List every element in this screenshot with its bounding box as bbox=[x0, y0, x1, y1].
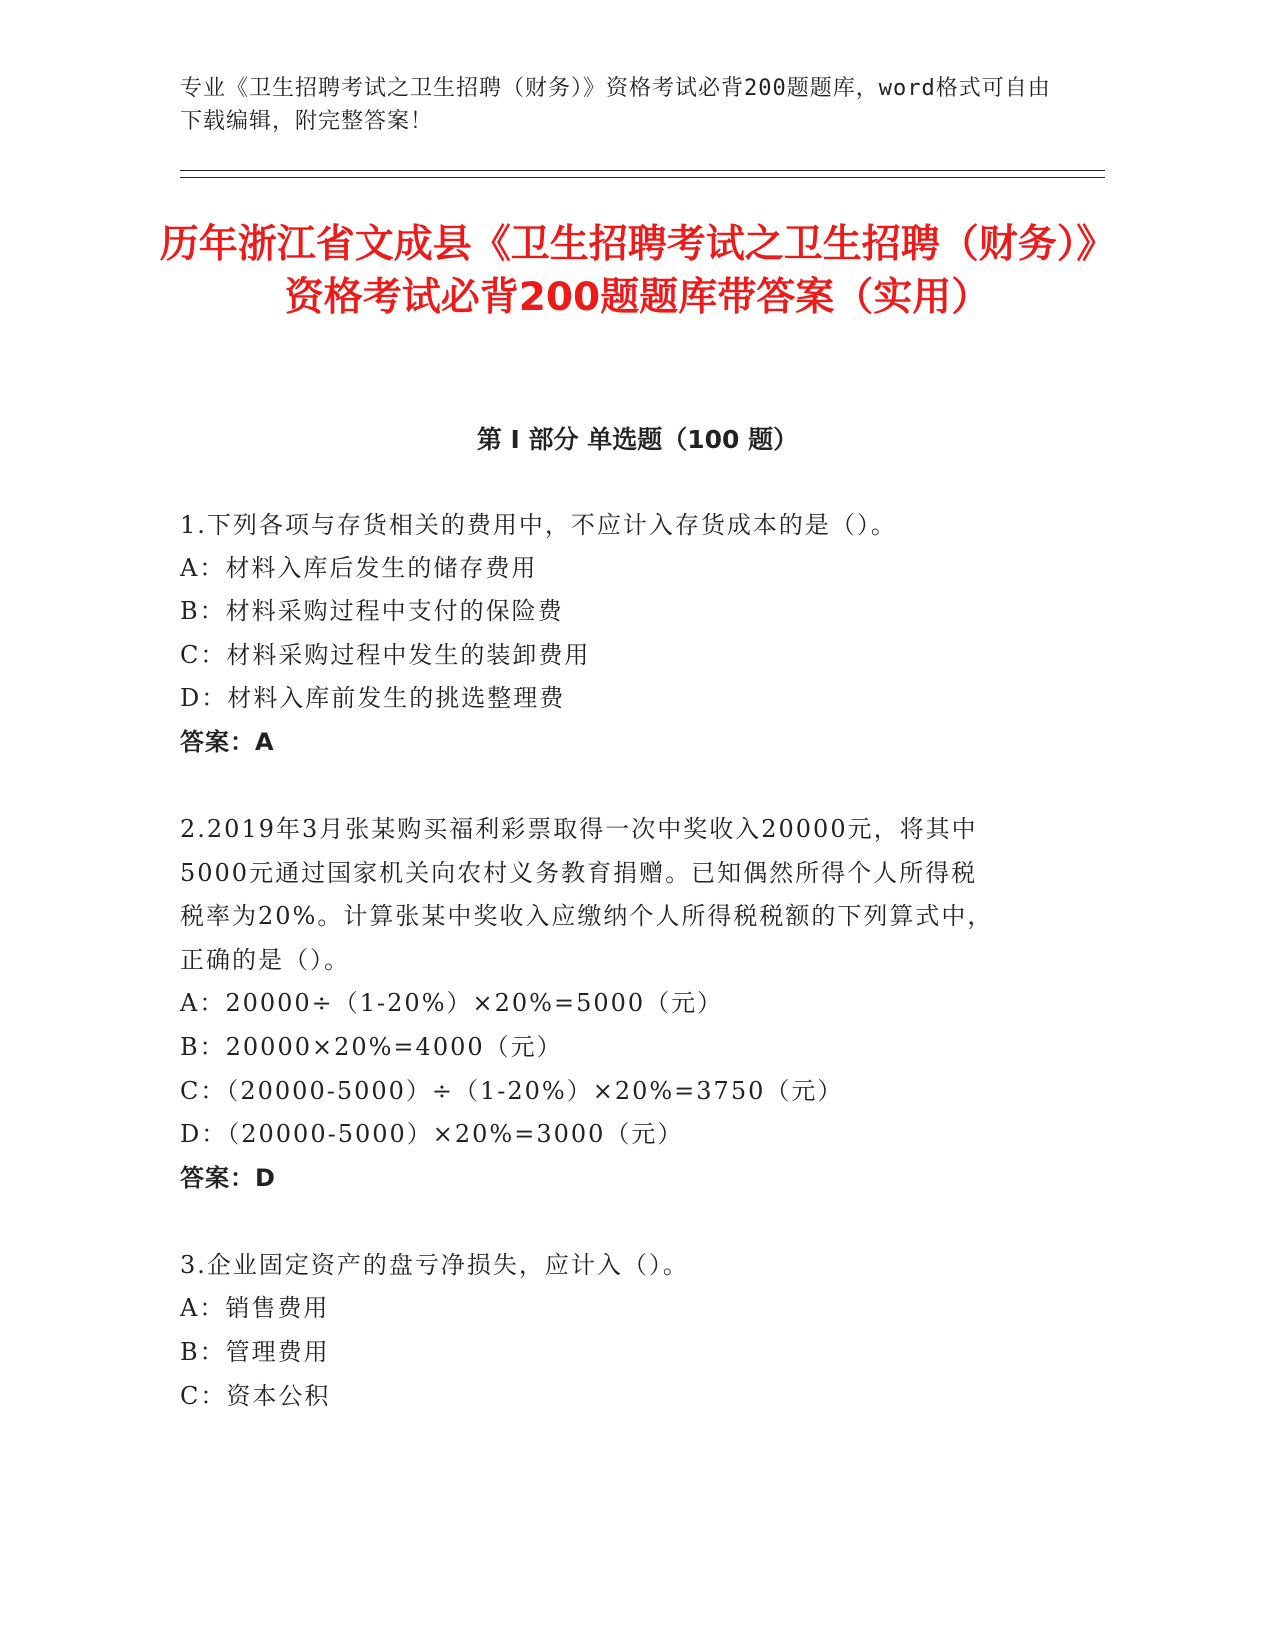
question-2-option-a: A：20000÷（1-20%）×20%=5000（元） bbox=[180, 989, 724, 1017]
question-1-option-c: C：材料采购过程中发生的装卸费用 bbox=[180, 641, 591, 669]
question-1-option-d: D：材料入库前发生的挑选整理费 bbox=[180, 684, 566, 712]
question-2-stem-line-2: 5000元通过国家机关向农村义务教育捐赠。已知偶然所得个人所得税 bbox=[180, 859, 978, 887]
document-title: 历年浙江省文成县《卫生招聘考试之卫生招聘（财务）》资格考试必背200题题库带答案（实用） bbox=[159, 222, 1116, 320]
question-2-stem-line-1: 2.2019年3月张某购买福利彩票取得一次中奖收入20000元，将其中 bbox=[180, 815, 978, 843]
question-2-option-d: D：（20000-5000）×20%=3000（元） bbox=[180, 1120, 684, 1148]
question-2-option-c: C：（20000-5000）÷（1-20%）×20%=3750（元） bbox=[180, 1077, 844, 1105]
question-2-answer: 答案：D bbox=[180, 1164, 276, 1192]
header-divider-top bbox=[180, 170, 1105, 171]
header-note: 专业《卫生招聘考试之卫生招聘（财务）》资格考试必背200题题库，word格式可自由下载编辑，附完整答案！ bbox=[180, 76, 1051, 134]
question-2-stem-line-3: 税率为20%。计算张某中奖收入应缴纳个人所得税税额的下列算式中， bbox=[180, 902, 994, 930]
question-2-stem-line-4: 正确的是（）。 bbox=[180, 946, 350, 974]
question-1-option-a: A：材料入库后发生的储存费用 bbox=[180, 554, 538, 582]
section-title: 第 I 部分 单选题（100 题） bbox=[476, 425, 799, 454]
question-1-option-b: B：材料采购过程中支付的保险费 bbox=[180, 597, 564, 625]
question-3-option-a: A：销售费用 bbox=[180, 1294, 330, 1322]
question-3-option-b: B：管理费用 bbox=[180, 1338, 330, 1366]
question-2-option-b: B：20000×20%=4000（元） bbox=[180, 1033, 563, 1061]
question-1-stem: 1.下列各项与存货相关的费用中，不应计入存货成本的是（）。 bbox=[180, 511, 897, 539]
question-1-answer: 答案：A bbox=[180, 728, 275, 756]
question-3-option-c: C：资本公积 bbox=[180, 1382, 331, 1410]
header-divider-bottom bbox=[180, 177, 1105, 178]
question-3-stem: 3.企业固定资产的盘亏净损失，应计入（）。 bbox=[180, 1251, 689, 1279]
